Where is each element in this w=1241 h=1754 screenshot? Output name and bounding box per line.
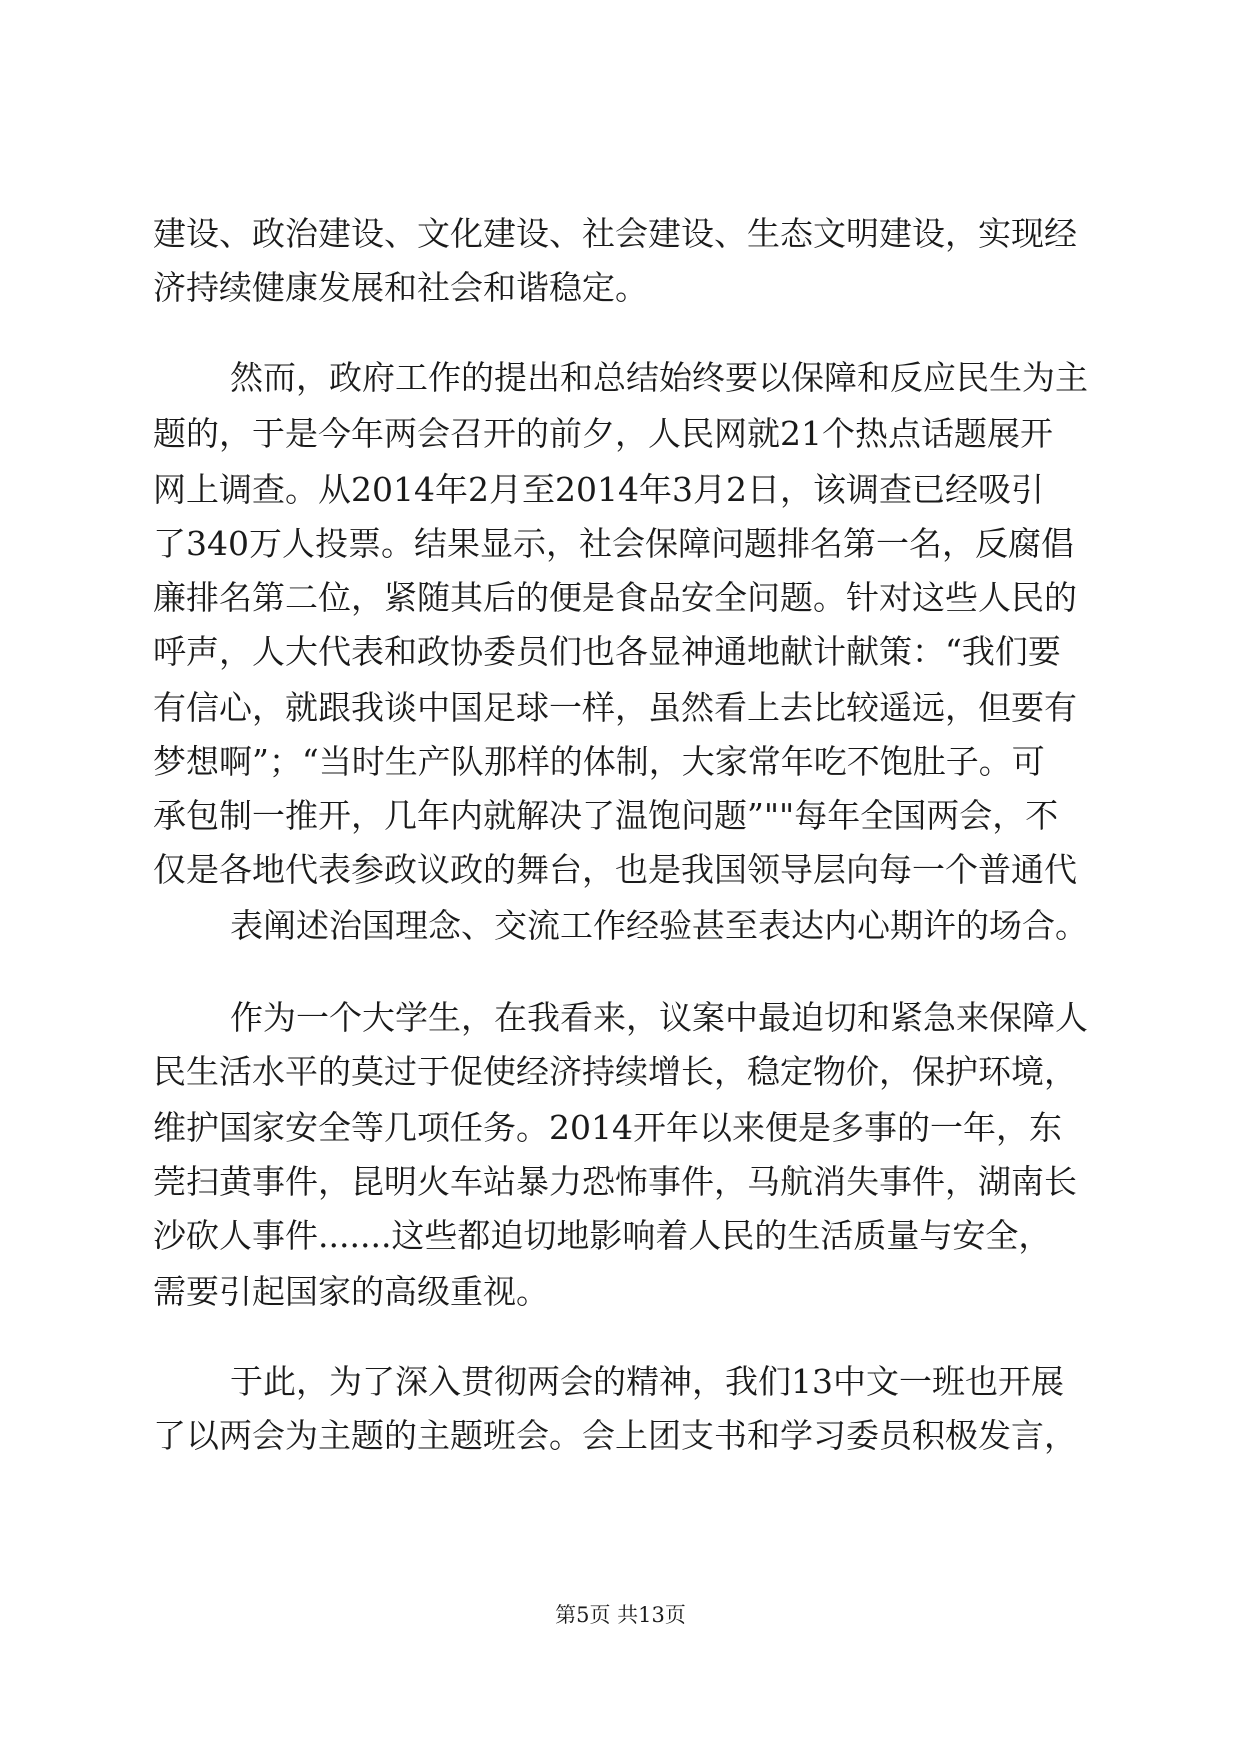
- text-line: 网上调查。从2014年2月至2014年3月2日，该调查已经吸引: [153, 470, 1044, 509]
- text-line: 然而，政府工作的提出和总结始终要以保障和反应民生为主: [230, 358, 1088, 397]
- text-line: 有信心，就跟我谈中国足球一样，虽然看上去比较遥远，但要有: [153, 688, 1077, 727]
- text-line: 沙砍人事件.......这些都迫切地影响着人民的生活质量与安全，: [153, 1216, 1052, 1255]
- text-line: 作为一个大学生，在我看来，议案中最迫切和紧急来保障人: [230, 998, 1088, 1037]
- text-line: 于此，为了深入贯彻两会的精神，我们13中文一班也开展: [230, 1362, 1064, 1401]
- text-line: 梦想啊”；“当时生产队那样的体制，大家常年吃不饱肚子。可: [153, 742, 1045, 781]
- text-line: 承包制一推开，几年内就解决了温饱问题”""每年全国两会，不: [153, 796, 1059, 835]
- text-line: 需要引起国家的高级重视。: [153, 1272, 549, 1311]
- text-line: 表阐述治国理念、交流工作经验甚至表达内心期许的场合。: [230, 906, 1088, 945]
- text-line: 建设、政治建设、文化建设、社会建设、生态文明建设，实现经: [153, 214, 1077, 253]
- text-line: 呼声，人大代表和政协委员们也各显神通地献计献策：“我们要: [153, 632, 1061, 671]
- text-line: 莞扫黄事件，昆明火车站暴力恐怖事件，马航消失事件，湖南长: [153, 1162, 1077, 1201]
- text-line: 民生活水平的莫过于促使经济持续增长，稳定物价，保护环境，: [153, 1052, 1077, 1091]
- text-line: 题的，于是今年两会召开的前夕，人民网就21个热点话题展开: [153, 414, 1053, 453]
- text-line: 廉排名第二位，紧随其后的便是食品安全问题。针对这些人民的: [153, 578, 1077, 617]
- text-line: 了340万人投票。结果显示，社会保障问题排名第一名，反腐倡: [153, 524, 1074, 563]
- page-number-footer: 第5页 共13页: [555, 1603, 686, 1627]
- text-line: 维护国家安全等几项任务。2014开年以来便是多事的一年，东: [153, 1108, 1062, 1147]
- text-line: 了以两会为主题的主题班会。会上团支书和学习委员积极发言，: [153, 1416, 1077, 1455]
- text-line: 仅是各地代表参政议政的舞台，也是我国领导层向每一个普通代: [153, 850, 1077, 889]
- text-line: 济持续健康发展和社会和谐稳定。: [153, 268, 648, 307]
